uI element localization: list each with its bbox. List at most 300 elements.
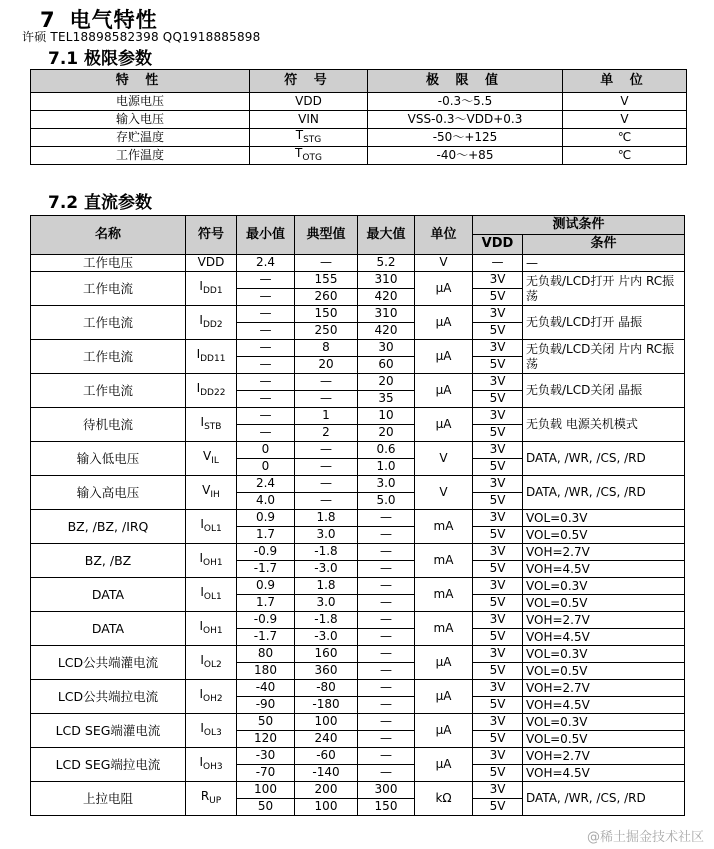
- cell-unit: ℃: [563, 147, 687, 165]
- cell-max: 420: [358, 323, 415, 340]
- cell-unit: V: [415, 255, 473, 272]
- symbol-subscript: DD11: [200, 354, 226, 365]
- cell-min: -40: [237, 680, 295, 697]
- cell-condition: —: [523, 255, 685, 272]
- cell-typ: -140: [295, 765, 358, 782]
- cell-min: 0: [237, 459, 295, 476]
- cell-unit: ℃: [563, 129, 687, 147]
- header-min: 最小值: [237, 216, 295, 255]
- symbol-cell: [186, 255, 237, 272]
- cell-max: —: [358, 510, 415, 527]
- symbol-base: T: [295, 128, 304, 143]
- cell-name: 待机电流: [31, 408, 186, 442]
- cell-typ: -3.0: [295, 629, 358, 646]
- cell-name: 工作电流: [31, 374, 186, 408]
- symbol-base: I: [200, 585, 204, 600]
- table-row: [31, 476, 685, 493]
- cell-typ: -80: [295, 680, 358, 697]
- cell-vdd: 3V: [473, 408, 523, 425]
- cell-condition: VOL=0.3V: [523, 646, 685, 663]
- table-row: [31, 111, 687, 129]
- cell-vdd: 3V: [473, 476, 523, 493]
- symbol-cell: [186, 680, 237, 714]
- cell-min: 1.7: [237, 527, 295, 544]
- cell-min: -30: [237, 748, 295, 765]
- cell-min: 4.0: [237, 493, 295, 510]
- symbol-cell: [186, 782, 237, 816]
- symbol-base: I: [199, 551, 203, 566]
- cell-condition: VOL=0.3V: [523, 578, 685, 595]
- cell-condition: 无负载/LCD打开 晶振: [523, 306, 685, 340]
- cell-min: 0: [237, 442, 295, 459]
- cell-min: —: [237, 425, 295, 442]
- cell-typ: 250: [295, 323, 358, 340]
- section-number: 7: [40, 8, 56, 32]
- symbol-cell: [186, 340, 237, 374]
- abs-heading: 7.1 极限参数: [48, 49, 153, 69]
- cell-max: —: [358, 612, 415, 629]
- cell-min: —: [237, 272, 295, 289]
- cell-unit: μA: [415, 714, 473, 748]
- cell-unit: V: [563, 111, 687, 129]
- symbol-cell: [250, 129, 368, 147]
- cell-vdd: 3V: [473, 510, 523, 527]
- cell-typ: 155: [295, 272, 358, 289]
- cell-vdd: 5V: [473, 425, 523, 442]
- cell-characteristic: 存贮温度: [31, 129, 250, 147]
- cell-limit: VSS-0.3～VDD+0.3: [368, 111, 563, 129]
- cell-vdd: 3V: [473, 306, 523, 323]
- symbol-base: I: [200, 653, 204, 668]
- cell-vdd: 5V: [473, 663, 523, 680]
- cell-max: 30: [358, 340, 415, 357]
- cell-typ: 260: [295, 289, 358, 306]
- cell-typ: —: [295, 391, 358, 408]
- cell-typ: 360: [295, 663, 358, 680]
- header-characteristic: 特 性: [31, 70, 250, 93]
- symbol-subscript: DD22: [200, 388, 226, 399]
- cell-max: —: [358, 697, 415, 714]
- contact-line: 许硕 TEL18898582398 QQ1918885898: [22, 30, 261, 44]
- cell-min: 80: [237, 646, 295, 663]
- table-row: [31, 129, 687, 147]
- cell-vdd: 3V: [473, 272, 523, 289]
- header-condition: 条件: [523, 234, 685, 254]
- cell-name: 上拉电阻: [31, 782, 186, 816]
- symbol-subscript: DD2: [202, 320, 223, 331]
- cell-max: —: [358, 595, 415, 612]
- cell-max: —: [358, 544, 415, 561]
- cell-typ: 8: [295, 340, 358, 357]
- cell-vdd: 5V: [473, 561, 523, 578]
- cell-min: -1.7: [237, 561, 295, 578]
- cell-max: 0.6: [358, 442, 415, 459]
- cell-typ: -1.8: [295, 544, 358, 561]
- table-row: [31, 147, 687, 165]
- cell-typ: 160: [295, 646, 358, 663]
- cell-condition: VOL=0.3V: [523, 714, 685, 731]
- cell-vdd: 5V: [473, 289, 523, 306]
- cell-unit: μA: [415, 748, 473, 782]
- cell-vdd: 5V: [473, 629, 523, 646]
- cell-min: 100: [237, 782, 295, 799]
- symbol-subscript: OL2: [203, 660, 222, 671]
- symbol-base: V: [203, 449, 212, 464]
- symbol-subscript: OH3: [202, 762, 223, 773]
- cell-vdd: 3V: [473, 782, 523, 799]
- cell-max: 5.2: [358, 255, 415, 272]
- cell-unit: V: [563, 93, 687, 111]
- cell-unit: mA: [415, 578, 473, 612]
- cell-typ: —: [295, 476, 358, 493]
- cell-typ: 1.8: [295, 578, 358, 595]
- cell-max: —: [358, 765, 415, 782]
- symbol-base: I: [196, 347, 201, 362]
- cell-condition: 无负载/LCD关闭 片内 RC振荡: [523, 340, 685, 374]
- symbol-subscript: OL3: [203, 728, 222, 739]
- cell-max: —: [358, 629, 415, 646]
- cell-min: —: [237, 391, 295, 408]
- cell-min: 50: [237, 799, 295, 816]
- cell-vdd: 5V: [473, 799, 523, 816]
- table-row: [31, 408, 685, 425]
- header-symbol: 符 号: [250, 70, 368, 93]
- cell-vdd: 5V: [473, 527, 523, 544]
- cell-vdd: 3V: [473, 374, 523, 391]
- table-row: [31, 510, 685, 527]
- symbol-base: I: [199, 619, 203, 634]
- section-title: 电气特性: [69, 8, 158, 32]
- cell-limit: -40～+85: [368, 147, 563, 165]
- cell-max: 1.0: [358, 459, 415, 476]
- cell-vdd: 5V: [473, 765, 523, 782]
- cell-vdd: 5V: [473, 459, 523, 476]
- cell-name: 工作电压: [31, 255, 186, 272]
- cell-min: —: [237, 289, 295, 306]
- cell-max: 150: [358, 799, 415, 816]
- cell-unit: V: [415, 476, 473, 510]
- table-header-row: [31, 216, 685, 235]
- cell-typ: 1: [295, 408, 358, 425]
- cell-characteristic: 工作温度: [31, 147, 250, 165]
- symbol-cell: [186, 544, 237, 578]
- table-row: [31, 646, 685, 663]
- cell-typ: -180: [295, 697, 358, 714]
- cell-name: BZ, /BZ: [31, 544, 186, 578]
- symbol-subscript: OL1: [203, 592, 222, 603]
- cell-unit: kΩ: [415, 782, 473, 816]
- symbol-base: I: [199, 279, 203, 294]
- cell-condition: VOL=0.5V: [523, 731, 685, 748]
- cell-characteristic: 输入电压: [31, 111, 250, 129]
- cell-min: 2.4: [237, 255, 295, 272]
- cell-min: 50: [237, 714, 295, 731]
- cell-typ: 3.0: [295, 595, 358, 612]
- cell-typ: -3.0: [295, 561, 358, 578]
- cell-condition: VOL=0.5V: [523, 527, 685, 544]
- symbol-cell: [186, 306, 237, 340]
- symbol-cell: [186, 748, 237, 782]
- header-test-conditions: 测试条件: [473, 216, 685, 235]
- cell-name: 输入低电压: [31, 442, 186, 476]
- cell-condition: VOH=4.5V: [523, 561, 685, 578]
- cell-vdd: 3V: [473, 714, 523, 731]
- cell-limit: -50～+125: [368, 129, 563, 147]
- cell-typ: 100: [295, 799, 358, 816]
- cell-condition: VOH=2.7V: [523, 612, 685, 629]
- cell-typ: -1.8: [295, 612, 358, 629]
- cell-min: -1.7: [237, 629, 295, 646]
- cell-typ: 20: [295, 357, 358, 374]
- cell-vdd: 5V: [473, 697, 523, 714]
- symbol-base: I: [196, 381, 201, 396]
- header-unit: 单 位: [563, 70, 687, 93]
- cell-unit: μA: [415, 374, 473, 408]
- cell-typ: 100: [295, 714, 358, 731]
- symbol-cell: [186, 578, 237, 612]
- cell-name: 工作电流: [31, 340, 186, 374]
- cell-typ: —: [295, 459, 358, 476]
- cell-unit: μA: [415, 646, 473, 680]
- symbol-subscript: OH1: [202, 626, 223, 637]
- cell-vdd: 3V: [473, 748, 523, 765]
- cell-max: 20: [358, 425, 415, 442]
- cell-vdd: —: [473, 255, 523, 272]
- cell-max: —: [358, 663, 415, 680]
- cell-max: 20: [358, 374, 415, 391]
- header-name: 名称: [31, 216, 186, 255]
- cell-typ: 240: [295, 731, 358, 748]
- table-row: [31, 612, 685, 629]
- cell-min: —: [237, 306, 295, 323]
- cell-max: 10: [358, 408, 415, 425]
- symbol-base: V: [202, 483, 211, 498]
- cell-min: -0.9: [237, 544, 295, 561]
- cell-vdd: 3V: [473, 646, 523, 663]
- symbol-base: R: [200, 789, 210, 804]
- cell-typ: -60: [295, 748, 358, 765]
- cell-min: -0.9: [237, 612, 295, 629]
- symbol-cell: [186, 646, 237, 680]
- symbol-base: I: [200, 721, 204, 736]
- symbol-cell: [186, 408, 237, 442]
- symbol-subscript: OH1: [202, 558, 223, 569]
- table-row: [31, 442, 685, 459]
- cell-min: 180: [237, 663, 295, 680]
- symbol-cell: [186, 476, 237, 510]
- table-row: [31, 578, 685, 595]
- cell-condition: 无负载 电源关机模式: [523, 408, 685, 442]
- cell-name: LCD公共端灌电流: [31, 646, 186, 680]
- symbol-base: I: [200, 415, 205, 430]
- symbol-subscript: IH: [210, 490, 220, 501]
- table-row: [31, 680, 685, 697]
- symbol-base: I: [199, 313, 203, 328]
- cell-typ: 3.0: [295, 527, 358, 544]
- cell-max: —: [358, 680, 415, 697]
- cell-name: LCD公共端拉电流: [31, 680, 186, 714]
- cell-unit: μA: [415, 306, 473, 340]
- symbol-base: VDD: [197, 255, 225, 270]
- table-row: [31, 782, 685, 799]
- cell-vdd: 3V: [473, 544, 523, 561]
- watermark: @稀土掘金技术社区: [586, 830, 704, 845]
- cell-max: —: [358, 731, 415, 748]
- cell-max: 60: [358, 357, 415, 374]
- symbol-subscript: DD1: [202, 286, 223, 297]
- symbol-subscript: UP: [209, 796, 222, 807]
- cell-condition: 无负载/LCD关闭 晶振: [523, 374, 685, 408]
- cell-min: -70: [237, 765, 295, 782]
- cell-condition: DATA, /WR, /CS, /RD: [523, 782, 685, 816]
- symbol-cell: [186, 714, 237, 748]
- cell-min: —: [237, 408, 295, 425]
- cell-vdd: 3V: [473, 340, 523, 357]
- cell-min: 120: [237, 731, 295, 748]
- symbol-subscript: STG: [303, 135, 322, 146]
- cell-name: LCD SEG端灌电流: [31, 714, 186, 748]
- cell-min: —: [237, 357, 295, 374]
- cell-max: —: [358, 527, 415, 544]
- symbol-base: I: [200, 517, 204, 532]
- cell-vdd: 3V: [473, 680, 523, 697]
- cell-unit: μA: [415, 272, 473, 306]
- cell-condition: VOH=2.7V: [523, 544, 685, 561]
- cell-characteristic: 电源电压: [31, 93, 250, 111]
- cell-vdd: 5V: [473, 493, 523, 510]
- cell-max: 310: [358, 306, 415, 323]
- cell-vdd: 5V: [473, 595, 523, 612]
- symbol-base: VIN: [298, 111, 319, 126]
- symbol-subscript: OTG: [302, 153, 322, 164]
- cell-max: 35: [358, 391, 415, 408]
- header-unit: 单位: [415, 216, 473, 255]
- cell-condition: VOL=0.5V: [523, 595, 685, 612]
- cell-vdd: 5V: [473, 731, 523, 748]
- header-typ: 典型值: [295, 216, 358, 255]
- table-row: [31, 93, 687, 111]
- cell-condition: VOH=4.5V: [523, 629, 685, 646]
- cell-typ: 150: [295, 306, 358, 323]
- cell-max: 3.0: [358, 476, 415, 493]
- cell-condition: VOH=2.7V: [523, 680, 685, 697]
- cell-unit: mA: [415, 510, 473, 544]
- cell-condition: DATA, /WR, /CS, /RD: [523, 442, 685, 476]
- cell-name: 输入高电压: [31, 476, 186, 510]
- cell-max: —: [358, 714, 415, 731]
- cell-min: 1.7: [237, 595, 295, 612]
- cell-vdd: 3V: [473, 442, 523, 459]
- cell-typ: —: [295, 255, 358, 272]
- cell-unit: μA: [415, 340, 473, 374]
- symbol-cell: [250, 111, 368, 129]
- table-row: [31, 544, 685, 561]
- cell-name: DATA: [31, 578, 186, 612]
- cell-typ: 1.8: [295, 510, 358, 527]
- cell-limit: -0.3～5.5: [368, 93, 563, 111]
- cell-max: 310: [358, 272, 415, 289]
- table-row: [31, 340, 685, 357]
- cell-max: —: [358, 578, 415, 595]
- table-row: [31, 255, 685, 272]
- symbol-cell: [186, 612, 237, 646]
- symbol-cell: [250, 147, 368, 165]
- cell-min: —: [237, 340, 295, 357]
- cell-condition: VOH=4.5V: [523, 765, 685, 782]
- cell-condition: 无负载/LCD打开 片内 RC振荡: [523, 272, 685, 306]
- cell-unit: mA: [415, 544, 473, 578]
- symbol-cell: [250, 93, 368, 111]
- dc-heading: 7.2 直流参数: [48, 193, 153, 213]
- symbol-base: I: [199, 687, 203, 702]
- header-vdd: VDD: [473, 234, 523, 254]
- symbol-cell: [186, 272, 237, 306]
- cell-condition: VOH=4.5V: [523, 697, 685, 714]
- cell-max: 300: [358, 782, 415, 799]
- header-symbol: 符号: [186, 216, 237, 255]
- table-row: [31, 714, 685, 731]
- cell-max: 420: [358, 289, 415, 306]
- symbol-cell: [186, 510, 237, 544]
- cell-condition: VOL=0.3V: [523, 510, 685, 527]
- cell-min: 0.9: [237, 510, 295, 527]
- cell-unit: mA: [415, 612, 473, 646]
- cell-condition: VOL=0.5V: [523, 663, 685, 680]
- cell-name: 工作电流: [31, 306, 186, 340]
- cell-typ: —: [295, 493, 358, 510]
- symbol-cell: [186, 442, 237, 476]
- cell-condition: VOH=2.7V: [523, 748, 685, 765]
- cell-min: -90: [237, 697, 295, 714]
- symbol-base: I: [199, 755, 203, 770]
- cell-min: —: [237, 374, 295, 391]
- cell-max: —: [358, 748, 415, 765]
- cell-max: 5.0: [358, 493, 415, 510]
- symbol-subscript: OL1: [203, 524, 222, 535]
- cell-vdd: 5V: [473, 323, 523, 340]
- cell-unit: μA: [415, 680, 473, 714]
- cell-vdd: 5V: [473, 357, 523, 374]
- cell-unit: μA: [415, 408, 473, 442]
- cell-name: DATA: [31, 612, 186, 646]
- cell-vdd: 3V: [473, 578, 523, 595]
- cell-max: —: [358, 646, 415, 663]
- cell-vdd: 5V: [473, 391, 523, 408]
- table-row: [31, 272, 685, 289]
- table-row: [31, 306, 685, 323]
- cell-typ: 2: [295, 425, 358, 442]
- cell-min: 0.9: [237, 578, 295, 595]
- header-limit: 极 限 值: [368, 70, 563, 93]
- cell-name: LCD SEG端拉电流: [31, 748, 186, 782]
- cell-min: —: [237, 323, 295, 340]
- cell-vdd: 3V: [473, 612, 523, 629]
- symbol-base: VDD: [295, 93, 322, 108]
- table-row: [31, 748, 685, 765]
- header-max: 最大值: [358, 216, 415, 255]
- table-row: [31, 374, 685, 391]
- cell-name: BZ, /BZ, /IRQ: [31, 510, 186, 544]
- symbol-subscript: IL: [211, 456, 219, 467]
- cell-name: 工作电流: [31, 272, 186, 306]
- symbol-subscript: STB: [204, 422, 222, 433]
- cell-typ: —: [295, 374, 358, 391]
- cell-condition: DATA, /WR, /CS, /RD: [523, 476, 685, 510]
- table-header-row: [31, 70, 687, 93]
- symbol-base: T: [295, 146, 303, 161]
- absolute-max-table: [30, 69, 687, 165]
- cell-unit: V: [415, 442, 473, 476]
